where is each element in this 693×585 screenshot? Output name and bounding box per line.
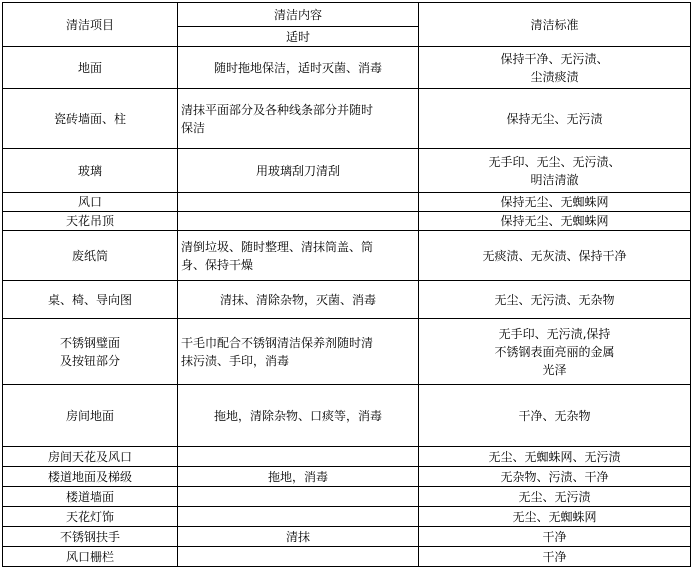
cell-content [178,193,419,212]
cell-standard: 无尘、无污渍 [419,487,691,507]
cleaning-standards-table [2,2,691,567]
cell-content [178,487,419,507]
table-row [3,149,691,193]
cell-item: 风口栅栏 [3,547,178,567]
cell-standard: 保持无尘、无污渍 [419,89,691,149]
cell-item: 不锈钢扶手 [3,527,178,547]
cell-standard: 干净 [419,527,691,547]
cell-item: 风口 [3,193,178,212]
table-row [3,281,691,319]
header-standard: 清洁标准 [419,3,691,47]
cell-item: 楼道墙面 [3,487,178,507]
cell-item: 房间地面 [3,385,178,447]
cell-content [178,547,419,567]
cell-item: 楼道地面及梯级 [3,467,178,487]
cell-standard: 无手印、无尘、无污渍、 明洁清澈 [419,149,691,193]
table-row [3,193,691,212]
cell-content [178,447,419,467]
cell-item: 房间天花及风口 [3,447,178,467]
cell-standard: 干净、无杂物 [419,385,691,447]
cell-content [178,507,419,527]
table-row [3,487,691,507]
cell-standard: 保持无尘、无蜘蛛网 [419,193,691,212]
cell-standard: 无尘、无蜘蛛网 [419,507,691,527]
cell-standard: 干净 [419,547,691,567]
table-row [3,231,691,281]
cell-item: 不锈钢璧面 及按钮部分 [3,319,178,385]
table-row [3,47,691,89]
cell-content: 清抹平面部分及各种线条部分并随时 保洁 [178,89,419,149]
cell-standard: 保持无尘、无蜘蛛网 [419,212,691,231]
cell-item: 废纸筒 [3,231,178,281]
cell-item: 玻璃 [3,149,178,193]
cell-standard: 无杂物、污渍、干净 [419,467,691,487]
table-row [3,527,691,547]
cell-item: 天花吊顶 [3,212,178,231]
table-row [3,447,691,467]
cell-item: 地面 [3,47,178,89]
cell-standard: 无尘、无污渍、无杂物 [419,281,691,319]
header-item: 清洁项目 [3,3,178,47]
cell-item: 桌、椅、导向图 [3,281,178,319]
cell-content: 清抹 [178,527,419,547]
header-timing: 适时 [178,27,419,47]
table-row [3,467,691,487]
cell-content: 清倒垃圾、随时整理、清抹筒盖、筒 身、保持干燥 [178,231,419,281]
cell-standard: 无痰渍、无灰渍、保持干净 [419,231,691,281]
header-content: 清洁内容 [178,3,419,27]
cell-standard: 无尘、无蜘蛛网、无污渍 [419,447,691,467]
cell-content: 干毛巾配合不锈钢清洁保养剂随时清 抹污渍、手印，消毒 [178,319,419,385]
table-row [3,89,691,149]
table-row [3,507,691,527]
table-row [3,212,691,231]
cell-content [178,212,419,231]
cell-item: 瓷砖墙面、柱 [3,89,178,149]
cell-standard: 无手印、无污渍,保持 不锈钢表面亮丽的金属 光泽 [419,319,691,385]
cell-content: 拖地，消毒 [178,467,419,487]
table-row [3,385,691,447]
cell-content: 拖地，清除杂物、口痰等，消毒 [178,385,419,447]
table-row [3,319,691,385]
cell-content: 用玻璃刮刀清刮 [178,149,419,193]
cell-content: 清抹、清除杂物，灭菌、消毒 [178,281,419,319]
cell-standard: 保持干净、无污渍、 尘渍痰渍 [419,47,691,89]
table-row [3,547,691,567]
cell-item: 天花灯饰 [3,507,178,527]
cell-content: 随时拖地保洁，适时灭菌、消毒 [178,47,419,89]
